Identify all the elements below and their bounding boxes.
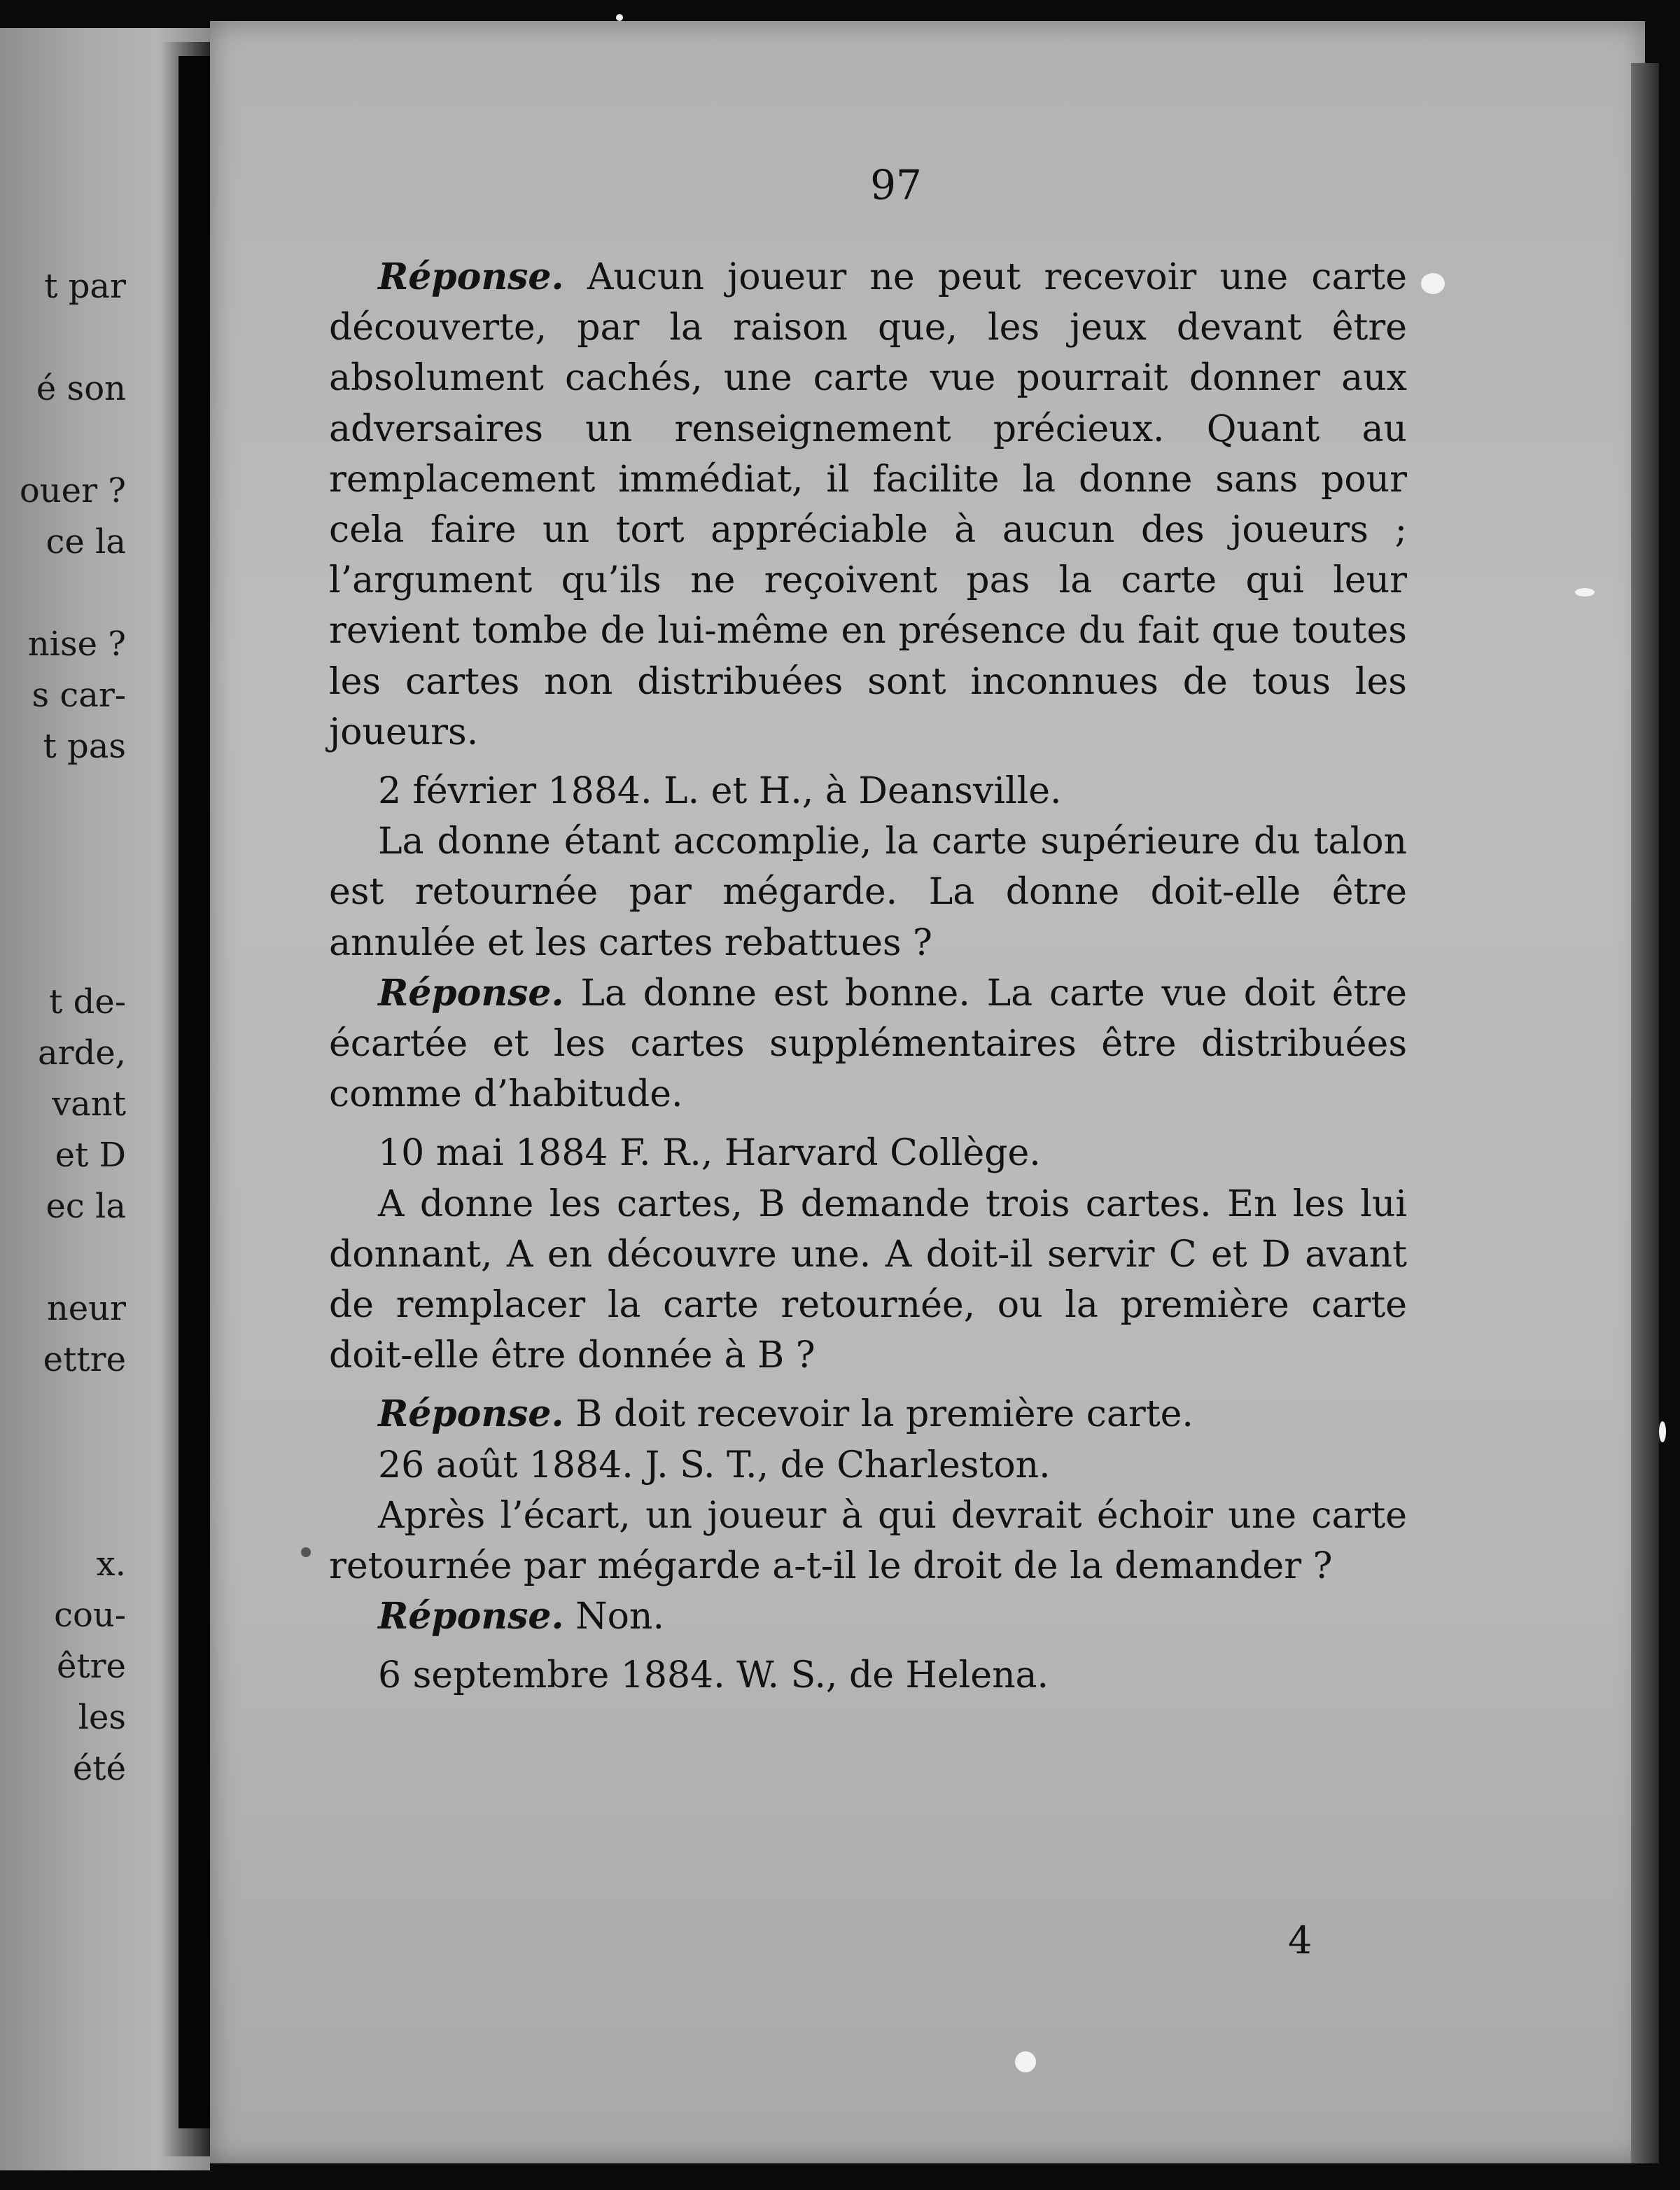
paragraph-text: 10 mai 1884 F. R., Harvard Collège. xyxy=(378,1132,1041,1175)
dust-speck xyxy=(616,14,623,21)
left-page-fragment: et D xyxy=(55,1136,126,1175)
left-page-fragment: arde, xyxy=(38,1033,126,1073)
left-page-fragment: les xyxy=(78,1698,126,1737)
paragraph-text: Aucun joueur ne peut recevoir une carte découverte, par la raison que, les jeux devant être absolument cachés, une carte vue pourrait donner aux adversaires un renseignement précieux. Quant au remplacement immédiat, il facilite la donne sans pour cela faire un tort appréciable à aucun des joueurs ; l’argument qu’ils ne reçoivent pas la carte qui leur revient tombe de lui-même en présence du fait que toutes les cartes non distribuées sont inconnues de tous les joueurs. xyxy=(329,256,1407,753)
left-page-fragment: t par xyxy=(44,267,126,306)
left-page-fragment: été xyxy=(72,1749,126,1788)
left-page-fragment: vant xyxy=(52,1084,126,1124)
left-page-fragment: neur xyxy=(46,1289,126,1328)
page-number: 97 xyxy=(870,161,922,209)
left-page-fragment: ce la xyxy=(46,522,126,562)
paragraph xyxy=(329,816,1407,968)
signature-mark: 4 xyxy=(1288,1918,1312,1962)
left-page-fragment: é son xyxy=(36,369,126,408)
paragraph-text: La donne étant accomplie, la carte supérieure du talon est retournée par mégarde. La donne doit-elle être annulée et les cartes rebattues ? xyxy=(329,821,1407,964)
paragraph xyxy=(329,1491,1407,1591)
paragraph-text: 6 septembre 1884. W. S., de Helena. xyxy=(378,1654,1049,1697)
page-edge xyxy=(1631,63,1659,2163)
reponse-label: Réponse. xyxy=(378,1393,564,1436)
paragraph-text: 26 août 1884. J. S. T., de Charleston. xyxy=(378,1444,1051,1486)
dust-speck xyxy=(1015,2051,1036,2072)
paragraph xyxy=(329,252,1407,758)
left-page-fragment: cou- xyxy=(54,1596,126,1635)
left-page-fragment: être xyxy=(56,1647,126,1686)
paragraph-text: B doit recevoir la première carte. xyxy=(564,1393,1194,1436)
left-page-fragment: s car- xyxy=(31,676,126,715)
left-page-fragment: t de- xyxy=(49,982,126,1021)
page-text xyxy=(329,252,1407,1701)
query-heading xyxy=(329,1440,1407,1491)
paragraph xyxy=(329,1389,1407,1439)
paragraph-text: A donne les cartes, B demande trois cartes. En les lui donnant, A en découvre une. A doit-il servir C et D avant de remplacer la carte retournée, ou la première carte doit-elle être donnée à B ? xyxy=(329,1183,1407,1377)
paragraph xyxy=(329,1591,1407,1642)
query-heading xyxy=(329,1128,1407,1178)
dust-speck xyxy=(1659,1421,1666,1442)
paragraph-text: Après l’écart, un joueur à qui devrait échoir une carte retournée par mégarde a-t-il le droit de la demander ? xyxy=(329,1494,1407,1588)
left-page-fragment: ec la xyxy=(46,1187,126,1226)
query-heading xyxy=(329,766,1407,816)
paragraph-text: Non. xyxy=(564,1596,664,1638)
query-heading xyxy=(329,1650,1407,1701)
reponse-label: Réponse. xyxy=(378,1595,564,1638)
left-page-fragment: ettre xyxy=(43,1340,126,1379)
dust-speck xyxy=(301,1547,311,1557)
paragraph-text: 2 février 1884. L. et H., à Deansville. xyxy=(378,770,1062,813)
dust-speck xyxy=(1575,588,1595,597)
reponse-label: Réponse. xyxy=(378,971,564,1014)
paragraph-text: La donne est bonne. La carte vue doit être écartée et les cartes supplémentaires être distribuées comme d’habitude. xyxy=(329,972,1407,1116)
reponse-label: Réponse. xyxy=(378,256,564,298)
left-page-fragment: nise ? xyxy=(27,625,126,664)
paragraph xyxy=(329,1179,1407,1381)
left-page-fragment: x. xyxy=(96,1544,126,1584)
left-page-fragment: t pas xyxy=(43,727,126,766)
left-page-fragment: ouer ? xyxy=(19,471,126,510)
paragraph xyxy=(329,968,1407,1120)
dust-speck xyxy=(1421,273,1445,294)
